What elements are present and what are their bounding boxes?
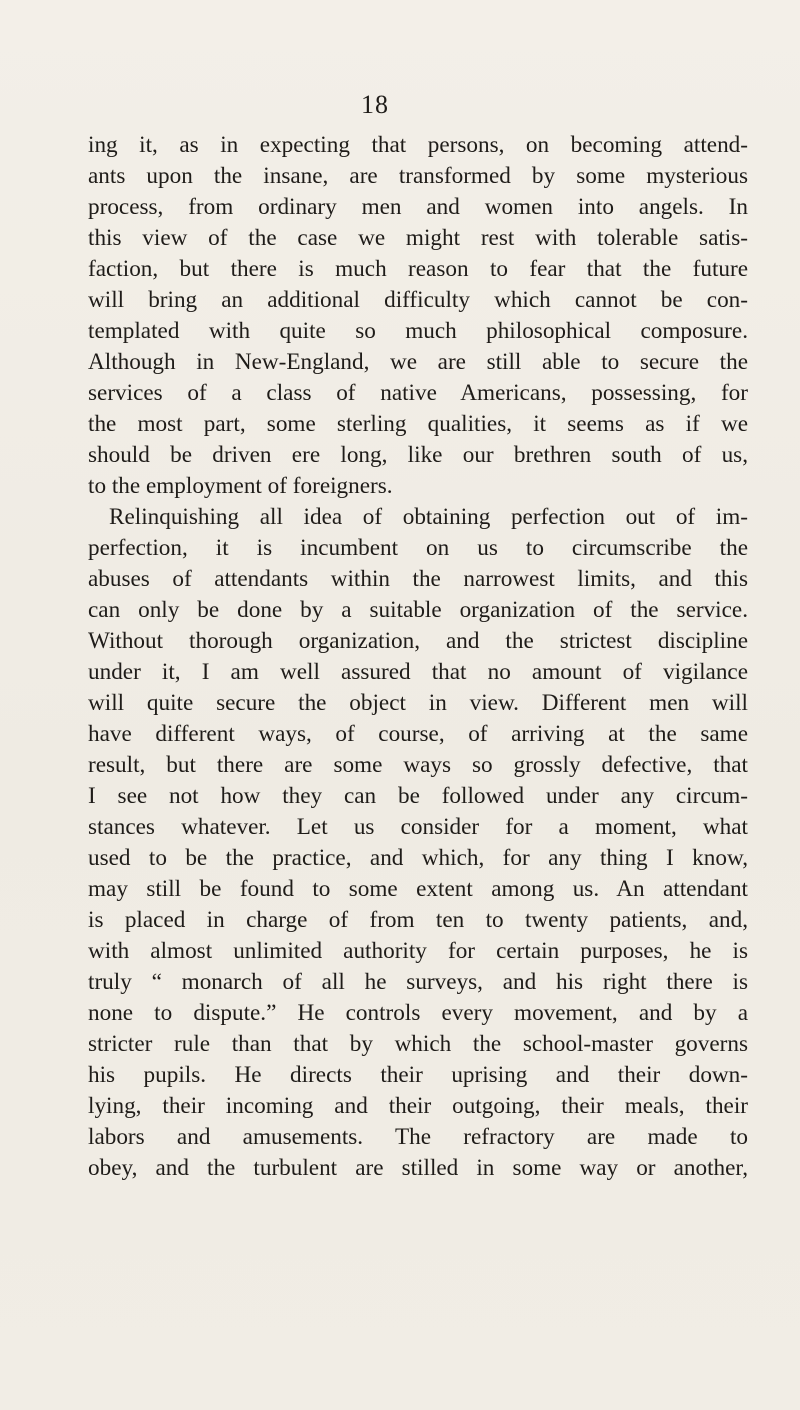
text-line: result, but there are some ways so grossly defective, that [88,752,748,778]
text-line: none to dispute.” He controls every movement, and by a [88,1000,748,1026]
text-line: can only be done by a suitable organization of the service. [88,597,748,623]
paragraph-start-line: Relinquishing all idea of obtaining perfection out of im- [109,504,748,530]
text-line: obey, and the turbulent are stilled in some way or another, [88,1155,748,1181]
text-line: with almost unlimited authority for certain purposes, he is [88,938,748,964]
text-line: is placed in charge of from ten to twenty patients, and, [88,907,748,933]
text-line: Although in New-England, we are still able to secure the [88,349,748,375]
text-line: stances whatever. Let us consider for a moment, what [88,814,748,840]
text-line: templated with quite so much philosophical composure. [88,318,748,344]
text-line: ing it, as in expecting that persons, on becoming attend- [88,132,748,158]
text-line: I see not how they can be followed under any circum- [88,783,748,809]
text-line: under it, I am well assured that no amount of vigilance [88,659,748,685]
body-text [88,130,748,1184]
text-line: will quite secure the object in view. Different men will [88,690,748,716]
text-line: will bring an additional difficulty which cannot be con- [88,287,748,313]
text-line: ants upon the insane, are transformed by some mysterious [88,163,748,189]
text-line: truly “ monarch of all he surveys, and his right there is [88,969,748,995]
page-number: 18 [361,90,389,119]
text-line: process, from ordinary men and women into angels. In [88,194,748,220]
text-line: this view of the case we might rest with tolerable satis- [88,225,748,251]
text-line: services of a class of native Americans, possessing, for [88,380,748,406]
text-line: the most part, some sterling qualities, it seems as if we [88,411,748,437]
text-line: abuses of attendants within the narrowest limits, and this [88,566,748,592]
text-line: faction, but there is much reason to fear that the future [88,256,748,282]
text-line: should be driven ere long, like our brethren south of us, [88,442,748,468]
text-line: have different ways, of course, of arriving at the same [88,721,748,747]
text-line: may still be found to some extent among us. An attendant [88,876,748,902]
text-line: stricter rule than that by which the school-master governs [88,1031,748,1057]
text-line: used to be the practice, and which, for any thing I know, [88,845,748,871]
paragraph-end-line: to the employment of foreigners. [88,473,393,499]
text-line: perfection, it is incumbent on us to circumscribe the [88,535,748,561]
text-line: Without thorough organization, and the strictest discipline [88,628,748,654]
text-line: labors and amusements. The refractory are made to [88,1124,748,1150]
text-line: his pupils. He directs their uprising and their down- [88,1062,748,1088]
text-line: lying, their incoming and their outgoing, their meals, their [88,1093,748,1119]
